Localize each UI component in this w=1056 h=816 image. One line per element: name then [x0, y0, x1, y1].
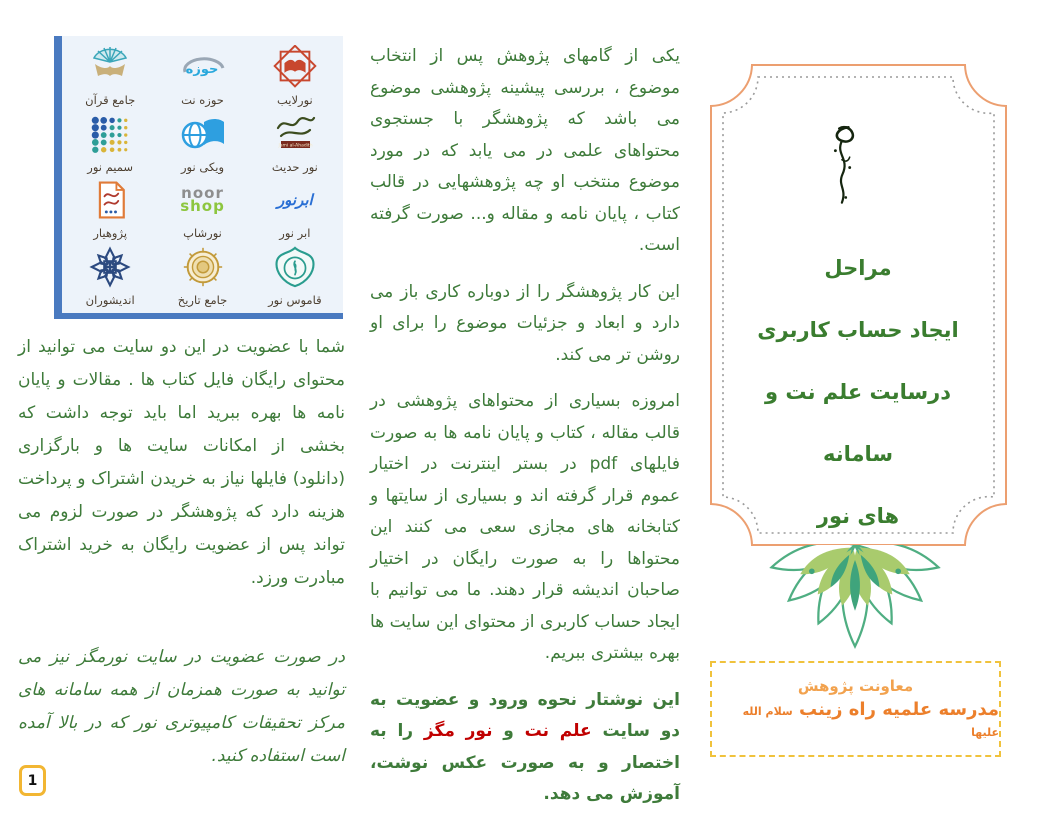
- site-item-abr-noor: [249, 176, 341, 243]
- publisher-line-1: معاونت پژوهش: [797, 677, 914, 695]
- site-item-andishvaran: [64, 242, 156, 309]
- publisher-box: [710, 661, 1001, 757]
- cover-title-line-1: مراحل: [824, 256, 892, 280]
- site-item-samim-noor: [64, 109, 156, 176]
- site-item-noorlib: [249, 42, 341, 109]
- site-label: جامع تاریخ: [177, 293, 228, 308]
- site-label: جامع قرآن: [85, 92, 136, 107]
- site-label: پژوهیار: [93, 226, 128, 241]
- site-item-jame-quran: [64, 42, 156, 109]
- noorshop-icon: noor shop: [180, 184, 225, 216]
- site-item-wiki-noor: [156, 109, 248, 176]
- site-label: نورلایب: [276, 92, 313, 107]
- p4-noormags-highlight: نور مگز: [423, 721, 493, 741]
- site-item-qamus-noor: [249, 242, 341, 309]
- left-column-italic-note: در صورت عضویت در سایت نورمگز نیز می توانید به صورت همزمان از همه سامانه های مرکز تحقیقات کامپیوتری نور که در بالا آمده است استفاده کنید.: [18, 647, 345, 766]
- cover-title: [728, 237, 988, 547]
- jame-tarikh-icon: [180, 244, 226, 290]
- school-name: مدرسه علمیه راه زینب: [799, 699, 999, 720]
- site-label: نورشاپ: [183, 226, 222, 241]
- honorific-text: سلام الله علیها: [742, 705, 999, 739]
- bismillah-calligraphy-icon: [812, 104, 864, 222]
- site-label: حوزه نت: [181, 92, 224, 107]
- noorlib-icon: [272, 44, 318, 90]
- left-column-paragraph: شما با عضویت در این دو سایت می توانید از محتوای رایگان فایل کتاب ها . مقالات و پایان نامه ها بهره ببرید اما باید توجه داشت که بخشی از امکانات سایت ها و بارگزاری (دانلود) فایلها نیاز به خریدن اشتراک و پرداخت هزینه دارد که پژوهشگر در صورت لزوم می تواند پس از عضویت رایگان به خرید اشتراک مبادرت ورزد.: [18, 337, 345, 588]
- samim-noor-icon: [89, 111, 131, 157]
- icon-grid: [62, 36, 343, 313]
- hawzah-net-icon: [179, 44, 227, 90]
- p4-text: و: [492, 721, 525, 741]
- site-label: سمیم نور: [87, 159, 134, 174]
- middle-paragraph-3: امروزه بسیاری از محتواهای پژوهشی در قالب مقاله ، کتاب و پایان نامه ها به صورت فایلهای pdf در بستر اینترنت در اختیار عموم قرار گرفته اند و بسیاری از سایتها و کتابخانه های مجازی سعی می کنند این محتواها را به صورت رایگان در اختیار صاحبان اندیشه قرار دهند. ما می توانیم با ایجاد حساب کاربری از محتوای این سایت ها بهره بیشتری ببریم.: [370, 391, 680, 663]
- middle-column: [370, 41, 680, 811]
- p4-elmnet-highlight: علم نت: [524, 721, 592, 741]
- wiki-noor-icon: [179, 111, 227, 157]
- p4-text: را به اختصار و به صورت عکس نوشت، آموزش می دهد.: [370, 721, 680, 804]
- cover-title-line-2: ایجاد حساب کاربری: [757, 318, 959, 342]
- site-item-hawzah-net: [156, 42, 248, 109]
- middle-paragraph-1: یکی از گامهای پژوهش پس از انتخاب موضوع ، بررسی پیشینه پژوهشی موضوع می باشد که پژوهشگر با جستجوی محتواهای علمی در می یابد که در مورد موضوع منتخب او چه پژوهشهایی در قالب کتاب ، پایان نامه و مقاله و... صورت گرفته است.: [370, 46, 680, 255]
- cover-title-line-4: های نور: [816, 504, 900, 528]
- site-item-noor-hadith: [249, 109, 341, 176]
- qamus-noor-icon: [272, 244, 318, 290]
- page-number-badge: 1: [19, 765, 46, 796]
- site-item-pazhuhyar: [64, 176, 156, 243]
- site-item-jame-tarikh: [156, 242, 248, 309]
- cover-title-line-3: درسایت علم نت و سامانه: [764, 380, 951, 466]
- p4-text: این نوشتار نحوه ورود و عضویت به دو سایت: [370, 689, 681, 741]
- mandala-ornament-icon: [741, 545, 969, 653]
- middle-paragraph-2: این کار پژوهشگر را از دوباره کاری باز می دارد و ابعاد و جزئیات موضوع را برای او روشن تر می کند.: [370, 281, 680, 365]
- site-label: نور حدیث: [271, 159, 318, 174]
- abr-noor-icon: ابرنور: [276, 191, 313, 210]
- noor-sites-screenshot-panel: [54, 36, 343, 319]
- svg-text:حوزه: حوزه: [185, 61, 218, 77]
- site-label: ویکی نور: [180, 159, 225, 174]
- pazhuhyar-icon: [88, 177, 132, 223]
- noor-hadith-icon: [271, 111, 319, 157]
- site-item-noorshop: [156, 176, 248, 243]
- site-label: اندیشوران: [85, 293, 135, 308]
- svg-text:Jami al-Ahadith: Jami al-Ahadith: [278, 142, 313, 148]
- site-label: قاموس نور: [268, 293, 322, 308]
- publisher-line-2: [712, 699, 999, 741]
- site-label: ابر نور: [279, 226, 311, 241]
- jame-quran-icon: [86, 44, 134, 90]
- andishvaran-icon: [87, 244, 133, 290]
- middle-paragraph-4: [370, 685, 680, 811]
